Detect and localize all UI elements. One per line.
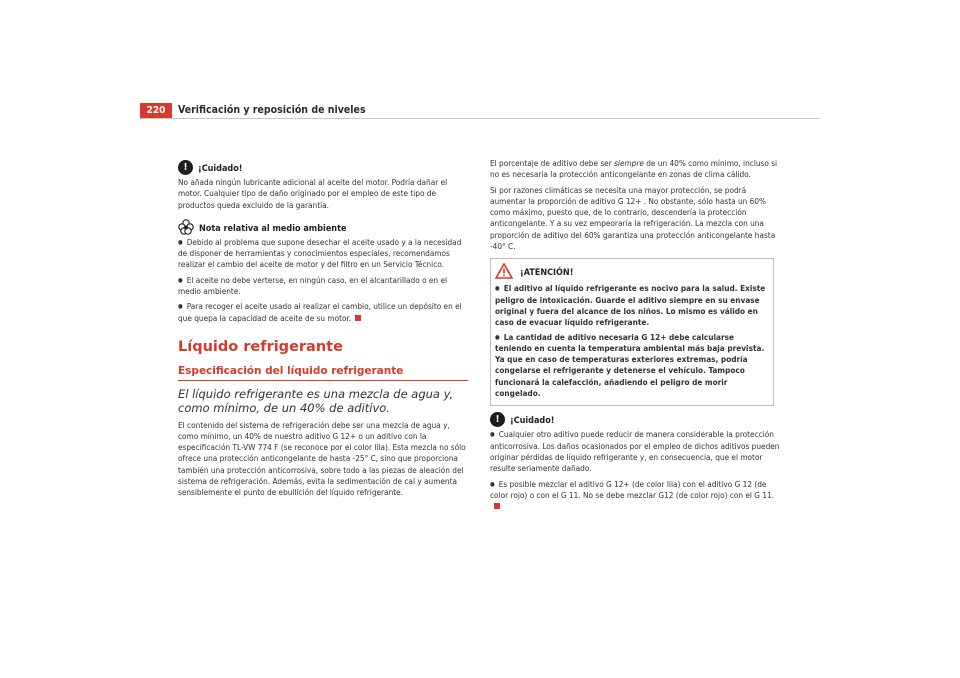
page-header-title: Verificación y reposición de niveles — [178, 104, 366, 116]
section-title: Líquido refrigerante — [178, 338, 343, 355]
attention-title: ¡ATENCIÓN! — [520, 268, 574, 279]
environment-bullet: ● Debido al problema que supone desechar el aceite usado y a la necesidad de disponer de herramientas y conocimientos especiales, recomendamos realizar el cambio del aceite de motor y del filtro en un Servicio Técnico. — [178, 237, 470, 271]
percentage-text-end: de un 40% como mínimo, incluso si no es necesaria la protección anticongelante en zonas de clima cálido. — [490, 158, 778, 180]
header-rule — [140, 118, 820, 119]
attention-heading — [495, 263, 769, 279]
percentage-emphasis: siempre — [614, 158, 644, 168]
environment-title: Nota relativa al medio ambiente — [199, 223, 347, 234]
percentage-paragraph — [490, 158, 782, 181]
subsection-rule — [178, 380, 468, 381]
environment-bullet-text: ● Para recoger el aceite usado al realizar el cambio, utilice un depósito en el que quepa la capacidad de aceite de su motor. — [178, 301, 462, 322]
attention-bullet: ● La cantidad de aditivo necesaria G 12+ debe calcularse teniendo en cuenta la temperatura ambiental más baja prevista. Ya que en caso de temperaturas exteriores extremas, podría congelarse el refrigerante y detenerse el vehículo. Tampoco funcionará la calefacción, añadiendo el peligro de morir congelado. — [495, 332, 769, 400]
warning-triangle-icon — [495, 263, 513, 279]
caution-heading — [178, 160, 470, 175]
attention-box — [490, 258, 774, 406]
caution-heading-2 — [490, 412, 782, 427]
caution-bullet-text: ● Es posible mezclar el aditivo G 12+ (de color lila) con el aditivo G 12 (de color rojo) o con el G 11. No se debe mezclar G12 (de color rojo) con el G 11. — [490, 479, 774, 500]
attention-bullet: ● El aditivo al líquido refrigerante es nocivo para la salud. Existe peligro de intoxicación. Guarde el aditivo siempre en su envase original y fuera del alcance de los niños. Lo mismo es válido en caso de evacuar líquido refrigerante. — [495, 283, 769, 328]
caution-title-2: ¡Cuidado! — [510, 416, 555, 427]
caution-title: ¡Cuidado! — [198, 163, 243, 174]
percentage-text-start: El porcentaje de aditivo debe ser — [490, 158, 615, 168]
left-column — [178, 160, 470, 503]
environment-bullet-last — [178, 301, 470, 324]
flower-icon — [178, 219, 194, 235]
caution-bullet: ● Cualquier otro aditivo puede reducir de manera considerable la protección anticorrosiva. Los daños ocasionados por el empleo de dichos aditivos pueden originar pérdidas de líquido refrigerante y, en consecuencia, que el motor resulte seriamente dañado. — [490, 429, 782, 474]
body-paragraph: El contenido del sistema de refrigeración debe ser una mezcla de agua y, como mínimo, un 40% de nuestro aditivo G 12+ o un aditivo con la especificación TL-VW 774 F (se reconoce por el color lila). Esta mezcla no sólo ofrece una protección anticongelante de hasta -25° C, sino que proporciona también una protección anticorrosiva, sobre todo a las piezas de aleación del sistema de refrigeración. Además, evita la sedimentación de cal y aumenta sensiblemente el punto de ebullición del líquido refrigerante. — [178, 419, 466, 498]
lead-paragraph: El líquido refrigerante es una mezcla de agua y, como mínimo, de un 40% de aditivo. — [178, 386, 454, 416]
caution-text: No añada ningún lubricante adicional al aceite del motor. Podría dañar el motor. Cualquier tipo de daño originado por el empleo de este tipo de productos queda excluido de la garantía. — [178, 177, 448, 210]
subsection-title: Especificación del líquido refrigerante — [178, 365, 404, 378]
exclamation-circle-icon: ! — [178, 160, 193, 175]
caution-bullet-last — [490, 479, 782, 513]
exclamation-circle-icon: ! — [490, 412, 505, 427]
page-number: 220 — [140, 103, 172, 118]
end-mark-icon — [355, 315, 361, 321]
environment-bullet: ● El aceite no debe verterse, en ningún caso, en el alcantarillado o en el medio ambiente. — [178, 275, 470, 298]
environment-heading — [178, 219, 470, 235]
right-column — [490, 158, 782, 516]
end-mark-icon — [494, 503, 500, 509]
protection-paragraph: Si por razones climáticas se necesita una mayor protección, se podrá aumentar la proporción de aditivo G 12+ . No obstante, sólo hasta un 60% como máximo, puesto que, de lo contrario, descendería la protección anticongelante. Y a su vez empeoraría la refrigeración. La mezcla con una proporción de aditivo del 60% garantiza una protección anticongelante hasta -40° C. — [490, 184, 776, 252]
